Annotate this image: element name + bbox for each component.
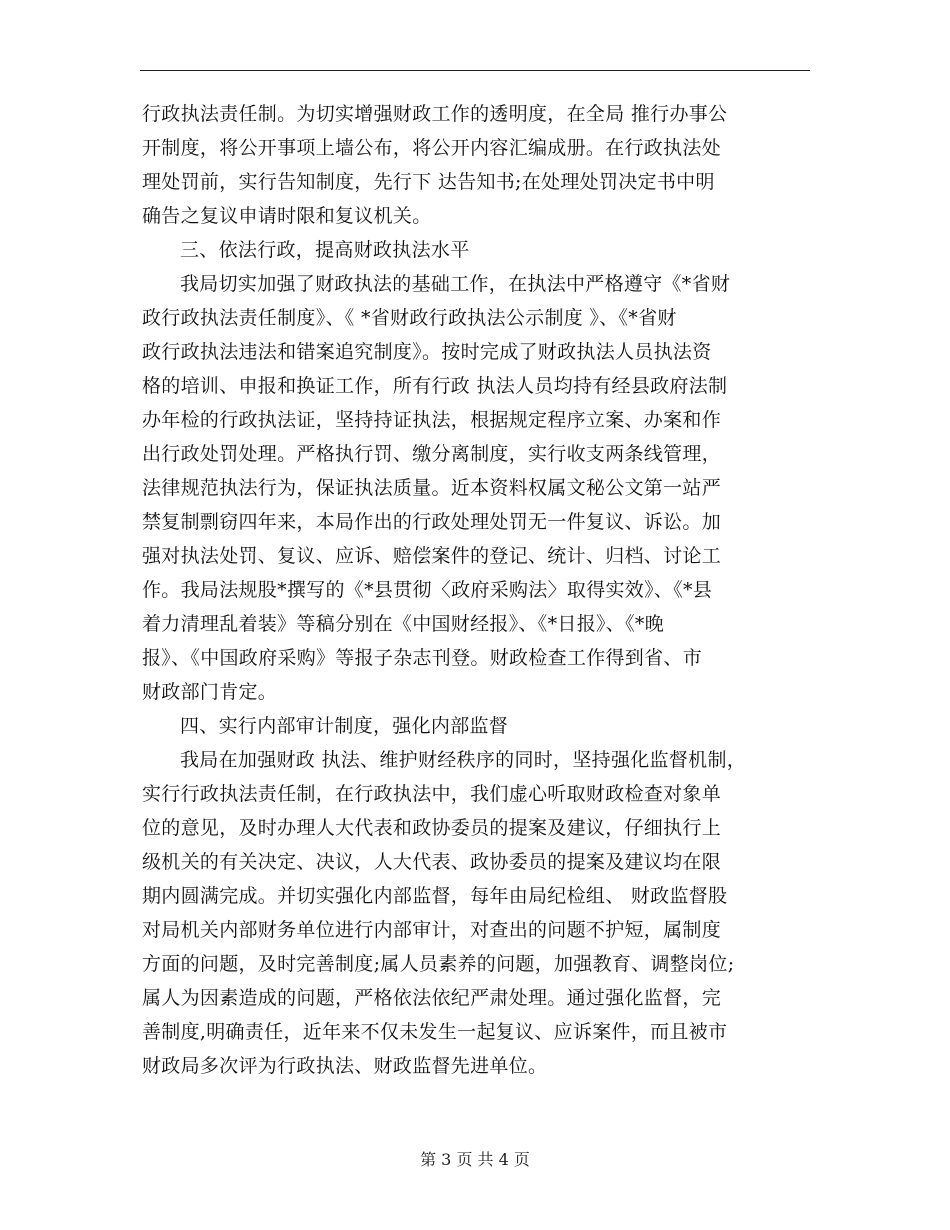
paragraph-line: 办年检的行政执法证，坚持持证执法，根据规定程序立案、办案和作 [142, 409, 722, 431]
paragraph-line: 期内圆满完成。并切实强化内部监督，每年由局纪检组、 财政监督股 [142, 885, 728, 907]
paragraph-line: 禁复制剽窃四年来，本局作出的行政处理处罚无一件复议、诉讼。加 [142, 511, 722, 533]
paragraph-line: 位的意见，及时办理人大代表和政协委员的提案及建议，仔细执行上 [142, 817, 722, 839]
paragraph-line: 对局机关内部财务单位进行内部审计，对查出的问题不护短，属制度 [142, 919, 722, 941]
paragraph-line-indented: 四、实行内部审计制度，强化内部监督 [180, 715, 509, 737]
document-body [142, 97, 810, 1083]
paragraph-line-indented: 我局切实加强了财政执法的基础工作，在执法中严格遵守《*省财 [180, 273, 731, 295]
paragraph-line: 财政局多次评为行政执法、财政监督先进单位。 [142, 1055, 548, 1077]
paragraph-line: 报》、《中国政府采购》等报子杂志刊登。财政检查工作得到省、市 [142, 647, 703, 669]
paragraph-line: 属人为因素造成的问题，严格依法依纪严肃处理。通过强化监督，完 [142, 987, 722, 1009]
paragraph-line: 理处罚前，实行告知制度，先行下 达告知书;在处理处罚决定书中明 [142, 171, 715, 193]
paragraph-line: 法律规范执法行为，保证执法质量。近本资料权属文秘公文第一站严 [142, 477, 722, 499]
paragraph-line: 实行行政执法责任制，在行政执法中，我们虚心听取财政检查对象单 [142, 783, 722, 805]
paragraph-line: 善制度,明确责任，近年来不仅未发生一起复议、应诉案件，而且被市 [142, 1021, 728, 1043]
paragraph-line: 级机关的有关决定、决议，人大代表、政协委员的提案及建议均在限 [142, 851, 722, 873]
paragraph-line: 作。我局法规股*撰写的《*县贯彻〈政府采购法〉取得实效》、《*县 [142, 579, 713, 601]
paragraph-line: 政行政执法违法和错案追究制度》。按时完成了财政执法人员执法资 [142, 341, 712, 363]
paragraph-line-indented: 我局在加强财政 执法、维护财经秩序的同时，坚持强化监督机制， [180, 749, 747, 771]
paragraph-line: 行政执法责任制。为切实增强财政工作的透明度，在全局 推行办事公 [142, 103, 728, 125]
paragraph-line: 强对执法处罚、复议、应诉、赔偿案件的登记、统计、归档、讨论工 [142, 545, 722, 567]
paragraph-line: 确告之复议申请时限和复议机关。 [142, 205, 432, 227]
paragraph-line: 政行政执法责任制度》、《 *省财政行政执法公示制度 》、《*省财 [142, 307, 677, 329]
paragraph-line: 开制度，将公开事项上墙公布，将公开内容汇编成册。在行政执法处 [142, 137, 722, 159]
paragraph-line: 着力清理乱着装》等稿分别在《中国财经报》、《*日报》、《*晚 [142, 613, 665, 635]
header-rule [140, 70, 810, 71]
page-footer: 第 3 页 共 4 页 [420, 1150, 530, 1169]
paragraph-line-indented: 三、依法行政，提高财政执法水平 [180, 239, 470, 261]
paragraph-line: 财政部门肯定。 [142, 681, 278, 703]
paragraph-line: 格的培训、申报和换证工作，所有行政 执法人员均持有经县政府法制 [142, 375, 728, 397]
paragraph-line: 出行政处罚处理。严格执行罚、缴分离制度，实行收支两条线管理， [142, 443, 722, 465]
paragraph-line: 方面的问题，及时完善制度;属人员素养的问题，加强教育、调整岗位; [142, 953, 735, 975]
